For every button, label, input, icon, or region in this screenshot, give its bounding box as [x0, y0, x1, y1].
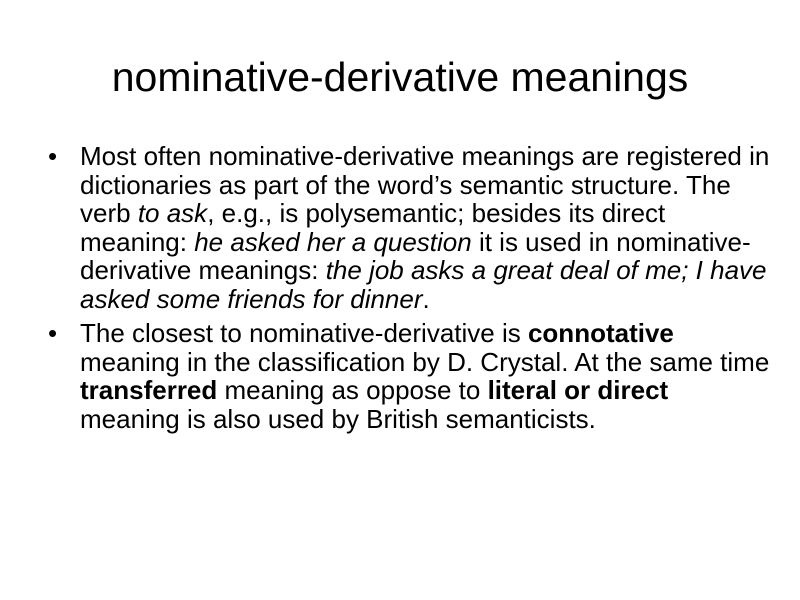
text-run: Most often nominative-derivative meanings are registered in dictionaries as part of the word’s semantic structure. The verb	[80, 141, 777, 228]
text-run-italic: to ask	[137, 198, 208, 228]
bullet-text	[80, 141, 777, 314]
bullet-list	[48, 141, 777, 439]
text-run: The closest to nominative-derivative is	[80, 318, 528, 348]
text-run-italic: he asked her a question	[194, 226, 472, 257]
bullet-item	[48, 141, 777, 314]
text-run: meaning in the classification by D. Crystal. At the same time	[80, 318, 777, 377]
text-run: meaning is also used by British semanticists.	[80, 375, 676, 434]
bullet-item	[48, 318, 777, 434]
bullet-dot: •	[48, 318, 58, 348]
text-run: , e.g., is polysemantic; besides its direct meaning:	[80, 198, 673, 257]
text-run: meaning as oppose to	[217, 375, 488, 405]
text-run: it is used in nominative-derivative meanings:	[80, 226, 751, 285]
text-run-bold: connotative	[527, 318, 674, 348]
text-run-bold: transferred	[80, 375, 218, 405]
bullet-text	[80, 318, 777, 434]
text-run-bold: literal or direct	[487, 375, 669, 405]
text-run-italic: the job asks a great deal of me; I have asked some friends for dinner	[80, 255, 774, 314]
bullet-dot: •	[48, 141, 58, 171]
text-run: .	[422, 283, 430, 314]
slide-title: nominative-derivative meanings	[111, 54, 689, 100]
